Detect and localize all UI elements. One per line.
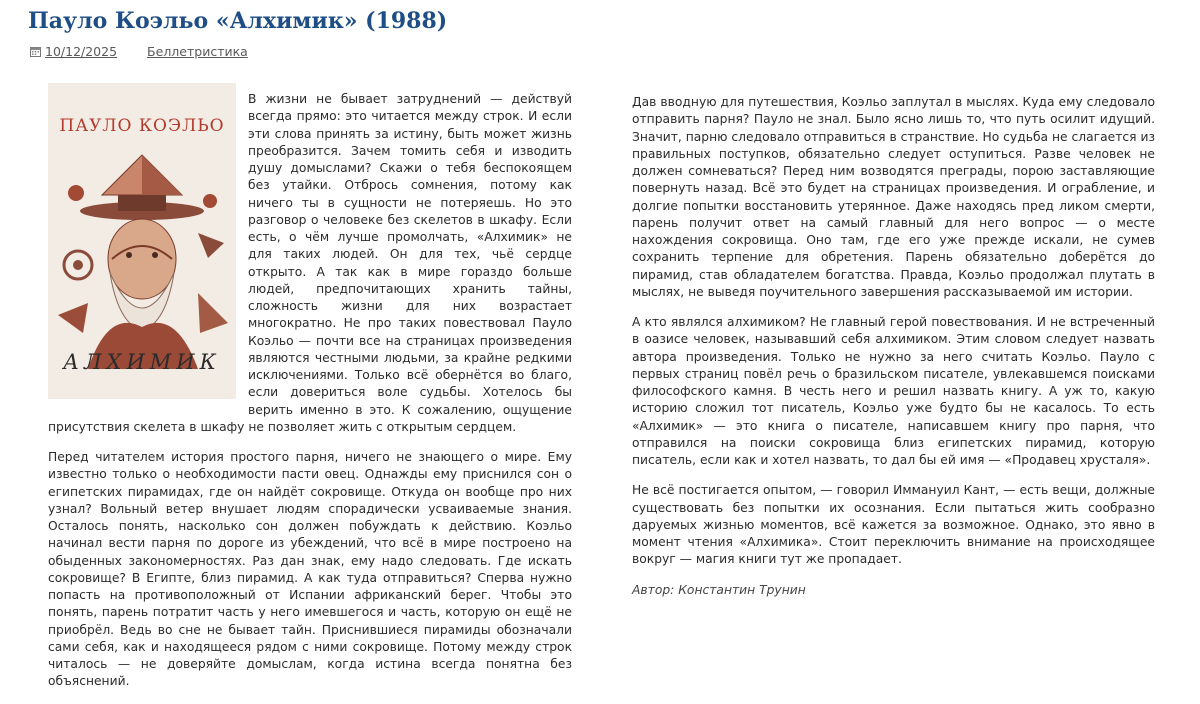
post-date-link[interactable]: 10/12/2025: [45, 44, 118, 59]
cover-author-text: ПАУЛО КОЭЛЬО: [59, 116, 225, 136]
book-cover-image: [48, 83, 236, 399]
cover-title-text: АЛХИМИК: [63, 350, 221, 374]
article-left-column: [48, 91, 572, 704]
book-cover-art: [48, 83, 236, 399]
article-paragraph: В жизни не бывает затруднений — действуй всегда прямо: это читается между строк. И если эти слова принять за истину, быть может жизнь преобразится. Зачем томить себя и изводить душу домыслами? Скажи о тебя беспокоящем без утайки. Отбрось сомнения, потому как ничего ты в сущности не потеряешь. Но это разговор о человеке без скелетов в шкафу. Если есть, о чём лучше промолчать, «Алхимик» не для таких людей. Он для тех, чьё сердце открыто. А так как в мире гораздо больше людей, предпочитающих хранить тайны, сложность жизни для них возрастает многократно. Не про таких повествовал Пауло Коэльо — почти все на страницах произведения являются честными людьми, за крайне редкими исключениями. Только всё обернётся во благо, если довериться воле судьбы. Хотелось бы верить именно в это. К сожалению, ощущение присутствия скелета в шкафу не позволяет жить с открытым сердцем.: [48, 92, 572, 434]
author-credit: Автор: Константин Трунин: [632, 582, 806, 597]
category-link[interactable]: Беллетристика: [147, 44, 248, 59]
post-meta: [30, 44, 248, 59]
calendar-icon: [30, 46, 41, 57]
page-title: Пауло Коэльо «Алхимик» (1988): [28, 8, 448, 34]
article-paragraph: Дав вводную для путешествия, Коэльо заплутал в мыслях. Куда ему следовало отправить парня? Пауло не знал. Было ясно лишь то, что путь осилит идущий. Значит, парню следовало отправиться в странствие. Но судьба не слагается из правильных поступков, обязательно следует оступиться. Разве человек не должен сомневаться? Перед ним возводятся преграды, порою заставляющие повернуть назад. Всё это будет на страницах произведения. И ограбление, и долгие попытки восстановить утерянное. Даже находясь пред ликом смерти, парень получит ответ на самый главный для него вопрос — о месте нахождения сокровища. Оно там, где его уже прежде искали, не сумев сохранить терпение для обретения. Парень обязательно доберётся до пирамид, став обладателем богатства. Правда, Коэльо продолжал плутать в мыслях, не выведя поучительного завершения рассказываемой им истории.: [632, 95, 1155, 299]
article-right-column: [632, 94, 1155, 612]
article-paragraph: А кто являлся алхимиком? Не главный герой повествования. И не встреченный в оазисе человек, называвший себя алхимиком. Этим словом следует назвать автора произведения. Только не нужно за него считать Коэльо. Пауло с первых страниц повёл речь о бразильском писателе, увлекавшемся поисками философского камня. В честь него и решил назвать книгу. А уж то, какую историю сложил тот писатель, Коэльо уже будто бы не касалось. То есть «Алхимик» — это книга о писателе, написавшем книгу про парня, что отправился на поиски сокровища близ египетских пирамид, которую писатель, если как и хотел назвать, то дал бы ей имя — «Продавец хрусталя».: [632, 315, 1155, 467]
article-paragraph: Не всё постигается опытом, — говорил Иммануил Кант, — есть вещи, должные существовать без попытки их осознания. Если пытаться жить сообразно даруемых жизнью моментов, всё кажется за возможное. Однако, это явно в момент чтения «Алхимика». Стоит переключить внимание на происходящее вокруг — магия книги тут же пропадает.: [632, 483, 1155, 567]
article-paragraph: Перед читателем история простого парня, ничего не знающего о мире. Ему известно только о необходимости пасти овец. Однажды ему приснился сон о египетских пирамидах, где он найдёт сокровище. Откуда он вообще про них узнал? Вольный ветер внушает людям спорадически усваиваемые знания. Осталось понять, насколько сон должен побуждать к действию. Коэльо начинал вести парня по дороге из убеждений, что всё в мире построено на обыденных закономерностях. Раз дан знак, ему надо следовать. Где искать сокровище? В Египте, близ пирамид. А как туда отправиться? Сперва нужно попасть на противоположный от Испании африканский берег. Чтобы это понять, парень потратит часть у него имевшегося и часть, которую он ещё не приобрёл. Ведь во сне не бывает тайн. Приснившиеся пирамиды обозначали сами себя, как и находящееся рядом с ними сокровище. Потому между строк читалось — не доверяйте домыслам, когда истина всегда понятна без объяснений.: [48, 450, 572, 689]
